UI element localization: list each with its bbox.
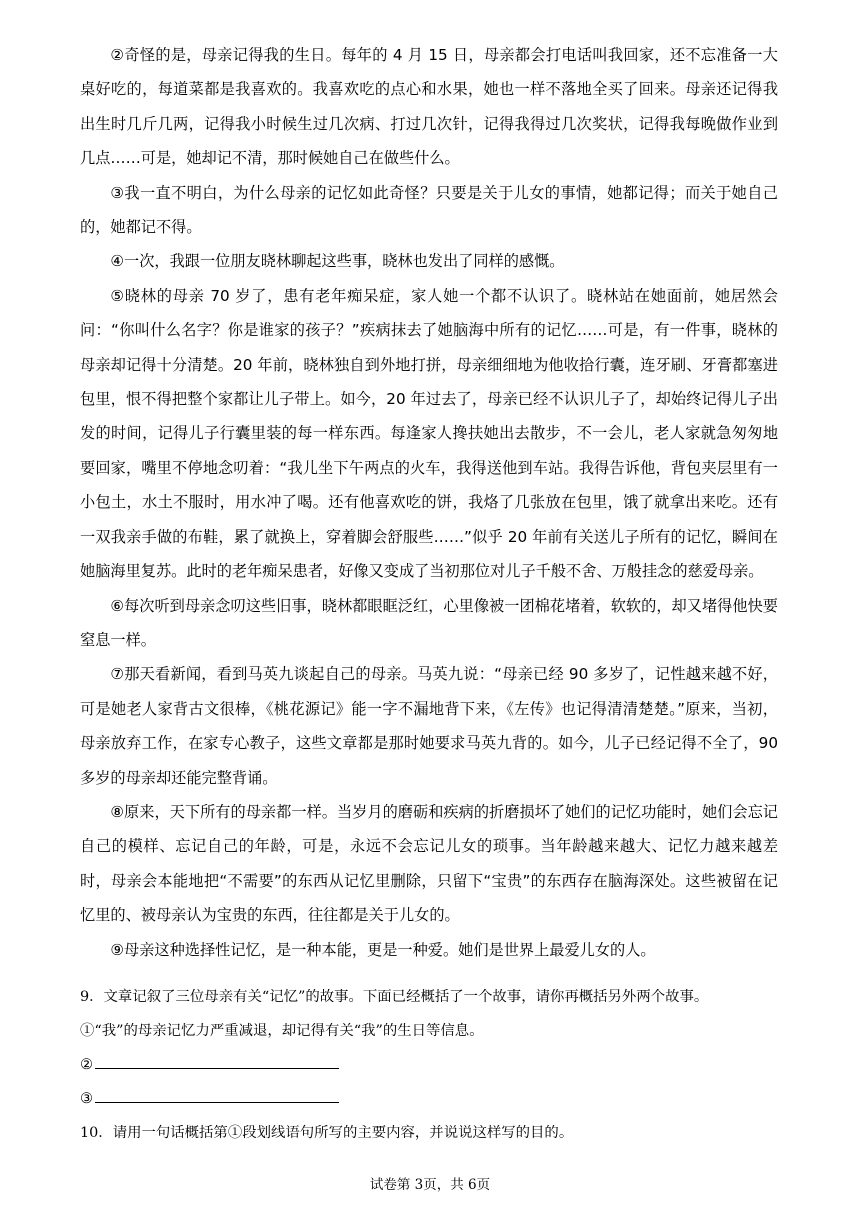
- question-10-stem: 10．请用一句话概括第①段划线语句所写的主要内容，并说说这样写的目的。: [80, 1125, 574, 1141]
- reading-passage: [80, 38, 778, 967]
- page-footer: 试卷第 3页，共 6页: [369, 1177, 491, 1193]
- passage-paragraph-6: ⑥每次听到母亲念叨这些旧事，晓林都眼眶泛红，心里像被一团棉花堵着，软软的，却又堵得他快要窒息一样。: [80, 596, 778, 649]
- question-9-answer-3: [80, 1082, 778, 1116]
- question-9-sample-answer: ①“我”的母亲记忆力严重减退，却记得有关“我”的生日等信息。: [80, 1023, 484, 1039]
- answer-3-blank-line[interactable]: [95, 1086, 339, 1103]
- passage-paragraph-4: ④一次，我跟一位朋友晓林聊起这些事，晓林也发出了同样的感慨。: [110, 252, 565, 271]
- passage-paragraph-9: ⑨母亲这种选择性记忆，是一种本能，更是一种爱。她们是世界上最爱儿女的人。: [110, 940, 656, 959]
- question-9-stem: 9．文章记叙了三位母亲有关“记忆”的故事。下面已经概括了一个故事，请你再概括另外两个故事。: [80, 989, 709, 1005]
- answer-3-marker: ③: [80, 1091, 93, 1107]
- answer-2-blank-line[interactable]: [95, 1052, 339, 1069]
- passage-paragraph-2: ②奇怪的是，母亲记得我的生日。每年的 4 月 15 日，母亲都会打电话叫我回家，还不忘准备一大桌好吃的，每道菜都是我喜欢的。我喜欢吃的点心和水果，她也一样不落地全买了回来。母亲还记得我出生时几斤几两，记得我小时候生过几次病、打过几次针，记得我得过几次奖状，记得我每晚做作业到几点……可是，她却记不清，那时候她自己在做些什么。: [80, 46, 778, 168]
- question-section: [80, 980, 778, 1150]
- passage-paragraph-7: ⑦那天看新闻，看到马英九谈起自己的母亲。马英九说：“母亲已经 90 多岁了，记性越来越不好，可是她老人家背古文很棒，《桃花源记》能一字不漏地背下来，《左传》也记得清清楚楚。”原来，当初，母亲放弃工作，在家专心教子，这些文章都是那时她要求马英九背的。如今，儿子已经记得不全了，90 多岁的母亲却还能完整背诵。: [80, 665, 778, 787]
- question-9-answer-2: [80, 1048, 778, 1082]
- answer-2-marker: ②: [80, 1057, 93, 1073]
- passage-paragraph-8: ⑧原来，天下所有的母亲都一样。当岁月的磨砺和疾病的折磨损坏了她们的记忆功能时，她们会忘记自己的模样、忘记自己的年龄，可是，永远不会忘记儿女的琐事。当年龄越来越大、记忆力越来越差时，母亲会本能地把“不需要”的东西从记忆里删除，只留下“宝贵”的东西存在脑海深处。这些被留在记忆里的、被母亲认为宝贵的东西，往往都是关于儿女的。: [80, 802, 778, 925]
- passage-paragraph-3: ③我一直不明白，为什么母亲的记忆如此奇怪？只要是关于儿女的事情，她都记得；而关于她自己的，她都记不得。: [80, 183, 778, 237]
- passage-paragraph-5: ⑤晓林的母亲 70 岁了，患有老年痴呆症，家人她一个都不认识了。晓林站在她面前，她居然会问：“你叫什么名字？你是谁家的孩子？”疾病抹去了她脑海中所有的记忆……可是，有一件事，晓林的母亲却记得十分清楚。20 年前，晓林独自到外地打拼，母亲细细地为他收拾行囊，连牙刷、牙膏都塞进包里，恨不得把整个家都让儿子带上。如今，20 年过去了，母亲已经不认识儿子了，却始终记得儿子出发的时间，记得儿子行囊里装的每一样东西。每逢家人搀扶她出去散步，不一会儿，老人家就急匆匆地要回家，嘴里不停地念叨着：“我儿坐下午两点的火车，我得送他到车站。我得告诉他，背包夹层里有一小包土，水土不服时，用水冲了喝。还有他喜欢吃的饼，我烙了几张放在包里，饿了就拿出来吃。还有一双我亲手做的布鞋，累了就换上，穿着脚会舒服些……”似乎 20 年前有关送儿子所有的记忆，瞬间在她脑海里复苏。此时的老年痴呆患者，好像又变成了当初那位对儿子千般不舍、万般挂念的慈爱母亲。: [80, 286, 778, 581]
